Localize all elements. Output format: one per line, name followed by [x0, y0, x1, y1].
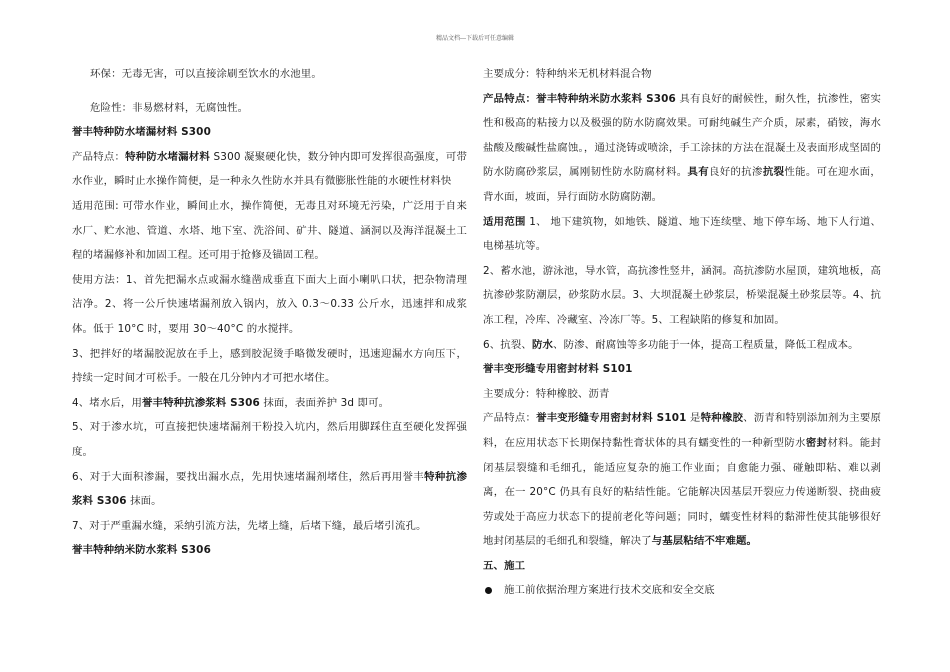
s306-scope — [483, 210, 881, 259]
scope6-bold: 防水 — [531, 338, 554, 351]
s306-title: 誉丰特种纳米防水浆料 S306 — [72, 544, 211, 557]
s300-feat-text: S300 凝聚硬化快，数分钟内即可发挥很高强度，可带水作业，瞬时止水操作简便，是一种永久性防水并具有微膨胀性能的水硬性材料快 — [72, 150, 467, 188]
s306-feat-bold3: 抗裂 — [762, 166, 785, 179]
left-column — [72, 62, 467, 563]
s101-composition: 主要成分：特种橡胶、沥青 — [483, 387, 610, 400]
s306-scope-6 — [483, 333, 881, 358]
step-6 — [72, 465, 467, 514]
step-6-b: 抹面。 — [126, 495, 162, 508]
s300-method: 使用方法：1、首先把漏水点或漏水缝凿成垂直下面大上面小喇叭口状，把杂物清理洁净。2、将一公斤快速堵漏剂放入锅内，放入 0.3～0.33 公斤水，迅速拌和成浆体。低于 10°C 时，要用 30～40°C 的水搅拌。 — [72, 273, 467, 335]
scope6-b: 、防渗、耐腐蚀等多功能于一体，提高工程质量，降低工程成本。 — [553, 338, 859, 351]
s101-feat-b: 是 — [686, 412, 701, 425]
s306-feat-bold2: 具有 — [687, 166, 709, 179]
s300-feat-bold: 特种防水堵漏材料 — [125, 150, 211, 163]
right-column — [483, 62, 881, 603]
step-5: 5、对于渗水坑，可直接把快速堵漏剂干粉投入坑内，然后用脚踩住直至硬化发挥强度。 — [72, 421, 467, 458]
section-5-heading: 五、施工 — [483, 559, 526, 572]
step-4-bold: 誉丰特种抗渗浆料 S306 — [142, 396, 260, 409]
s101-feat-bold: 誉丰变形缝专用密封材料 S101 — [536, 412, 687, 425]
s306-feat-text-a: 具有良好的耐候性，耐久性，抗渗性，密实性和极高的粘接力以及极强的防水防腐效果。可耐纯碱生产介质，尿素，硝铵，海水 盐酸及酸碱性盐腐蚀。，通过浇铸或喷涂，手工涂抹的方法在混凝土及表面形成坚固的防水防腐砂浆层，属刚韧性防水防腐材料。 — [483, 92, 881, 179]
s101-title: 誉丰变形缝专用密封材料 S101 — [483, 363, 633, 376]
s306-composition: 主要成分：特种纳米无机材料混合物 — [483, 68, 652, 80]
bullet-dot-icon — [485, 587, 492, 594]
s300-scope: 适用范围: 可带水作业，瞬间止水，操作简便，无毒且对环境无污染，广泛用于自来水厂、贮水池、管道、水塔、地下室、洗浴间、矿井、隧道、涵洞以及海洋混凝土工程的堵漏修补和加固工程。还可用于抢修及锚固工程。 — [72, 199, 467, 262]
step-6-bold: 特种抗渗浆料 S306 — [72, 470, 467, 508]
step-4-a: 4、堵水后，用 — [72, 396, 143, 409]
danger-line: 危险性：非易燃材料，无腐蚀性。 — [90, 101, 249, 114]
s306-scope-bold: 适用范围 — [483, 215, 526, 228]
step-7: 7、对于严重漏水缝，采纳引流方法，先堵上缝，后堵下缝，最后堵引流孔。 — [72, 519, 427, 532]
s300-feat-label: 产品特点： — [72, 150, 126, 163]
s306-feat-bold: 产品特点：誉丰特种纳米防水浆料 S306 — [483, 92, 676, 105]
bullet-text: 施工前依据治理方案进行技术交底和安全交底 — [504, 584, 715, 597]
step-4-b: 抹面，表面养护 3d 即可。 — [259, 396, 390, 409]
s306-scope-2: 2、蓄水池，游泳池，导水管，高抗渗性竖井，涵洞。高抗渗防水屋顶，建筑地板，高抗渗砂浆防潮层，砂浆防水层。3、大坝混凝土砂浆层，桥梁混凝土砂浆层等。4、抗冻工程，冷库、冷藏室、冷冻厂等。5、工程缺陷的修复和加固。 — [483, 264, 881, 326]
s101-feat-a: 产品特点： — [483, 412, 537, 425]
s306-features — [483, 87, 881, 210]
s306-feat-text-b: 良好的抗渗 — [709, 166, 763, 179]
s300-features — [72, 145, 467, 194]
page-header: 精品文档---下载后可任意编辑 — [435, 35, 515, 42]
s306-scope-text: 1、 地下建筑物，如地铁、隧道、地下连续壁、地下停车场、地下人行道、电梯基坑等。 — [483, 215, 881, 253]
s101-feat-d: 材料。能封闭基层裂缝和毛细孔，能适应复杂的施工作业面；自愈能力强、碰触即粘、难以剥离，在一 20°C 仍具有良好的粘结性能。它能解决因基层开裂应力传递断裂、挠曲疲劳或处于高应力状态下的提前老化等问题；同时，蠕变性材料的黏滞性使其能够很好地封闭基层的毛细孔和裂缝，解决了 — [483, 436, 881, 548]
s101-features — [483, 406, 881, 554]
step-6-a: 6、对于大面积渗漏，要找出漏水点，先用快速堵漏剂堵住，然后再用誉丰 — [72, 470, 425, 483]
s101-feat-bold2: 特种橡胶 — [700, 412, 744, 425]
scope6-a: 6、抗裂、 — [483, 338, 532, 351]
env-line: 环保：无毒无害，可以直接涂刷至饮水的水池里。 — [90, 68, 322, 80]
step-3: 3、把拌好的堵漏胶泥放在手上，感到胶泥烫手略微发硬时，迅速迎漏水方向压下，持续一定时间才可松手。一般在几分钟内才可把水堵住。 — [72, 347, 467, 385]
step-4 — [72, 391, 467, 416]
s300-title: 誉丰特种防水堵漏材料 S300 — [72, 126, 211, 139]
bullet-item — [483, 578, 881, 603]
s101-feat-c: 、沥青和特别添加剂为主要原料，在应用状态下长期保持黏性膏状体的具有蠕变性的一种新型防水 — [483, 412, 882, 449]
s101-feat-bold3: 密封 — [805, 436, 828, 449]
s101-feat-bold4: 与基层粘结不牢难题。 — [651, 535, 758, 548]
s306-feat-text-c: 性能。可在迎水面，背水面，坡面，异行面防水防腐防潮。 — [483, 166, 881, 203]
